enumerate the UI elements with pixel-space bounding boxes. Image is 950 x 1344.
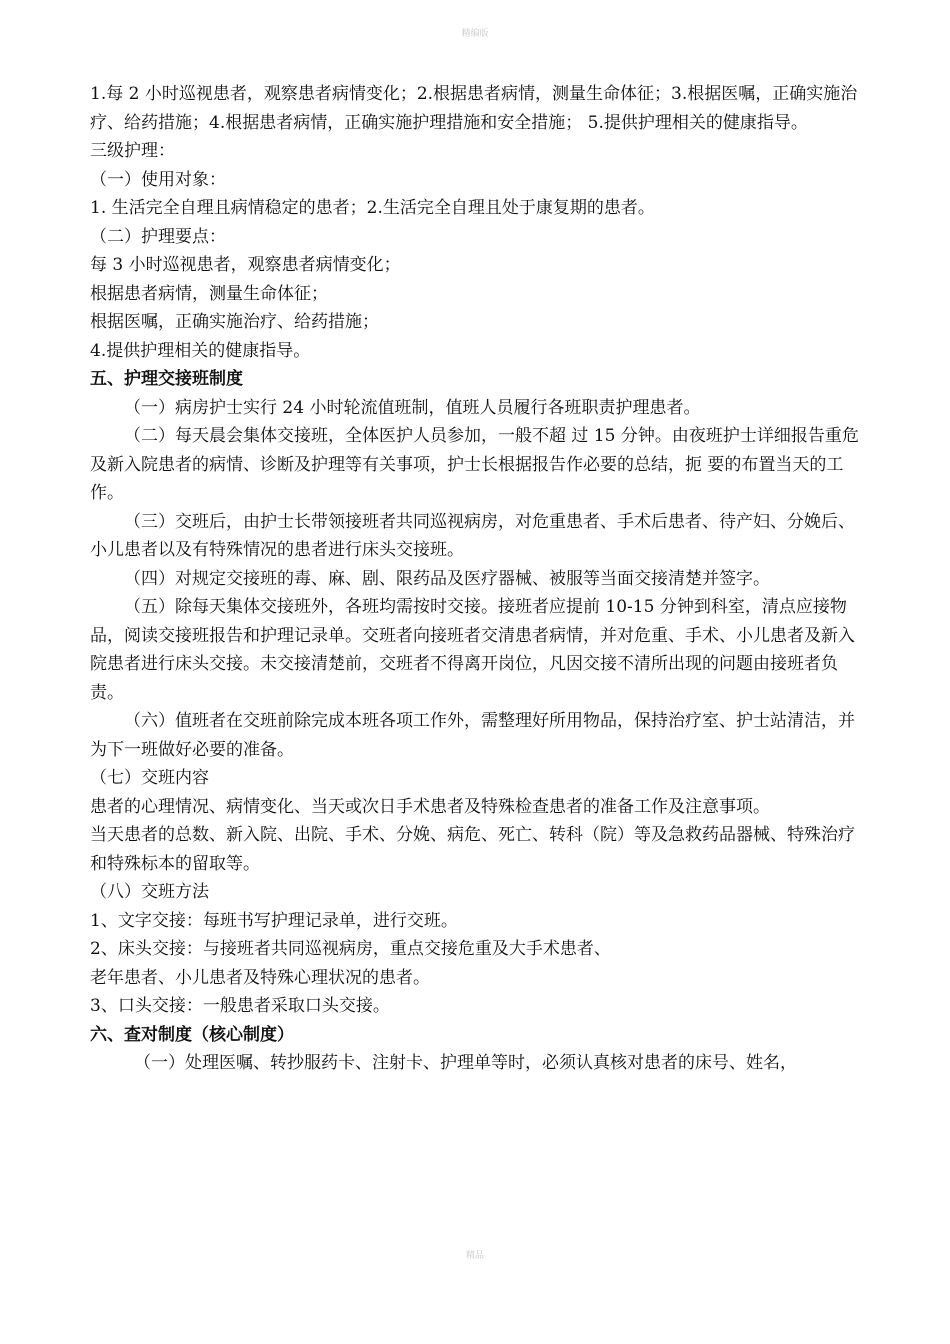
paragraph: 老年患者、小儿患者及特殊心理状况的患者。 [90,967,430,988]
paragraph: （二）每天晨会集体交接班，全体医护人员参加，一般不超 过 15 分钟。由夜班护士详细报告重危及新入院患者的病情、诊断及护理等有关事项，护士长根据报告作必要的总结，扼 要的布置当天的工作。 [90,426,859,503]
paragraph: 1、文字交接：每班书写护理记录单，进行交班。 [90,910,458,931]
document-body [90,80,870,1078]
header-watermark: 精编版 [461,29,489,39]
subheading: （一）使用对象： [90,169,226,190]
paragraph: （三）交班后，由护士长带领接班者共同巡视病房，对危重患者、手术后患者、待产妇、分娩后、小儿患者以及有特殊情况的患者进行床头交接班。 [90,511,855,560]
paragraph: （五）除每天集体交接班外，各班均需按时交接。接班者应提前 10-15 分钟到科室，清点应接物品，阅读交接班报告和护理记录单。交班者向接班者交清患者病情，并对危重、手术、小儿患者及新入院患者进行床头交接。未交接清楚前，交班者不得离开岗位，凡因交接不清所出现的问题由接班者负责。 [90,597,855,703]
paragraph: 根据医嘱，正确实施治疗、给药措施； [90,312,379,332]
footer-watermark: 精品 [465,1251,484,1261]
paragraph: 患者的心理情况、病情变化、当天或次日手术患者及特殊检查患者的准备工作及注意事项。 [90,796,770,817]
paragraph: 2、床头交接：与接班者共同巡视病房，重点交接危重及大手术患者、 [90,939,611,959]
subheading: （二）护理要点： [90,226,226,247]
paragraph: 1. 生活完全自理且病情稳定的患者；2.生活完全自理且处于康复期的患者。 [90,198,655,218]
paragraph: （六）值班者在交班前除完成本班各项工作外，需整理好所用物品，保持治疗室、护士站清洁，并为下一班做好必要的准备。 [90,711,855,760]
paragraph: （四）对规定交接班的毒、麻、剧、限药品及医疗器械、被服等当面交接清楚并签字。 [124,568,770,589]
subheading: （八）交班方法 [90,882,209,902]
subheading: 三级护理： [90,141,175,161]
section-heading: 六、查对制度（核心制度） [90,1024,294,1045]
subheading: （七）交班内容 [90,768,209,788]
paragraph: 3、口头交接：一般患者采取口头交接。 [90,996,390,1016]
paragraph: （一）处理医嘱、转抄服药卡、注射卡、护理单等时，必须认真核对患者的床号、姓名， [134,1053,797,1073]
paragraph: 4.提供护理相关的健康指导。 [90,340,311,361]
paragraph: 每 3 小时巡视患者，观察患者病情变化； [90,255,401,275]
paragraph: 当天患者的总数、新入院、出院、手术、分娩、病危、死亡、转科（院）等及急救药品器械、特殊治疗和特殊标本的留取等。 [90,825,855,874]
paragraph: 1.每 2 小时巡视患者，观察患者病情变化；2.根据患者病情，测量生命体征；3.根据医嘱，正确实施治疗、给药措施；4.根据患者病情，正确实施护理措施和安全措施； 5.提供护理相关的健康指导。 [90,84,858,133]
paragraph: （一）病房护士实行 24 小时轮流值班制，值班人员履行各班职责护理患者。 [124,397,701,418]
section-heading: 五、护理交接班制度 [90,369,243,389]
paragraph: 根据患者病情，测量生命体征； [90,283,328,304]
